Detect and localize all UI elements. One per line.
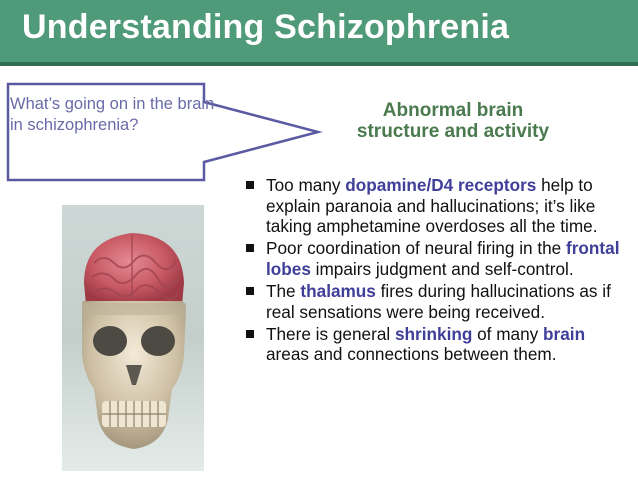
bullet-item — [246, 238, 632, 279]
square-bullet-icon — [246, 181, 254, 189]
bullet-item — [246, 175, 632, 237]
question-text: What’s going on in the brain in schizophrenia? — [10, 95, 215, 134]
bullet-item — [246, 324, 632, 365]
bullet-text: Too many dopamine/D4 receptors help to explain paranoia and hallucinations; it’s like taking amphetamine overdoses all the time. — [266, 175, 598, 237]
bullet-text: There is general shrinking of many brain areas and connections between them. — [266, 323, 586, 365]
bullet-list — [246, 175, 632, 366]
title-underline — [0, 62, 638, 66]
page-title: Understanding Schizophrenia — [22, 8, 510, 46]
square-bullet-icon — [246, 287, 254, 295]
subtitle-line-1: Abnormal brain — [382, 100, 524, 121]
brain-skull-model-image — [62, 205, 204, 471]
bullet-text: The thalamus fires during hallucinations as if real sensations were being received. — [266, 280, 611, 322]
bullet-text: Poor coordination of neural firing in the frontal lobes impairs judgment and self-control. — [266, 238, 620, 279]
bullet-item — [246, 281, 632, 322]
square-bullet-icon — [246, 330, 254, 338]
subtitle-line-2: structure and activity — [356, 121, 550, 142]
section-subtitle — [320, 100, 586, 142]
square-bullet-icon — [246, 244, 254, 252]
title-bar — [0, 0, 638, 66]
